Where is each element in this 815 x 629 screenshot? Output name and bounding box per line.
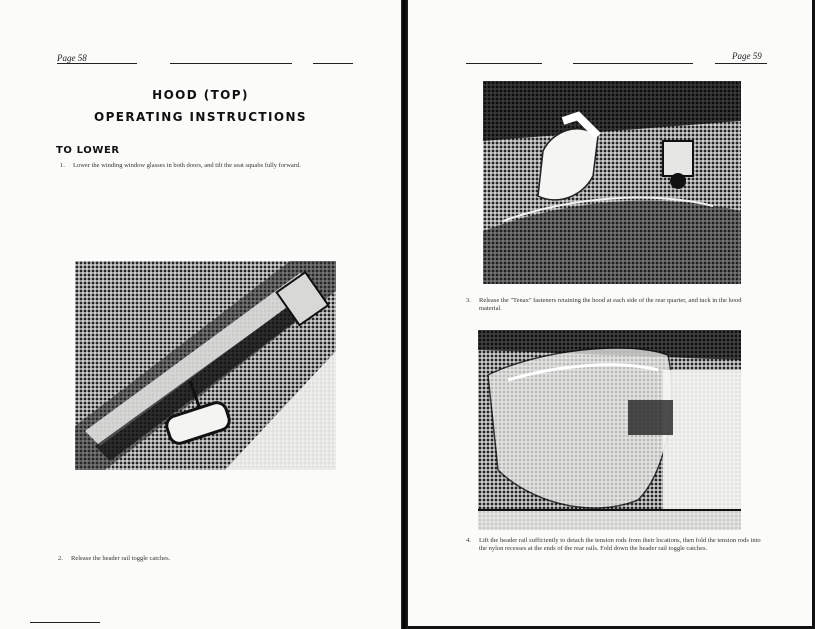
- page-title: HOOD (TOP): [152, 88, 249, 102]
- page-number-right: Page 59: [732, 51, 762, 61]
- header-rule: [313, 63, 353, 64]
- step-number: 2.: [58, 555, 63, 562]
- step-text: Release the "Tenax" fasteners retaining the hood at each side of the rear quarter, and tuck in the hood material.: [479, 297, 742, 312]
- instruction-step: [466, 537, 766, 553]
- page-number-left: Page 58: [57, 53, 87, 63]
- step-text: Lower the winding window glasses in both doors, and tilt the seat squabs fully forward.: [73, 162, 301, 169]
- step-text: Lift the header rail sufficiently to detach the tension rods from their locations, then fold the tension rods into the nylon recesses at the ends of the rear rails. Fold down the header rail toggle catches.: [479, 537, 761, 552]
- folded-hood-photo-icon: [478, 330, 741, 530]
- header-rule: [573, 63, 693, 64]
- instruction-step: [60, 162, 360, 170]
- page-subtitle: OPERATING INSTRUCTIONS: [94, 110, 307, 124]
- header-rule: [57, 63, 137, 64]
- header-rail-photo-icon: [75, 261, 336, 470]
- header-rule: [466, 63, 542, 64]
- instruction-step: [58, 555, 258, 563]
- step-number: 3.: [466, 297, 471, 304]
- folded-hood-photo-art: [478, 330, 741, 530]
- instruction-step: [466, 297, 766, 313]
- step-number: 1.: [60, 162, 65, 169]
- tenax-fastener-photo-icon: [483, 81, 741, 284]
- step-number: 4.: [466, 537, 471, 544]
- header-rule: [715, 63, 767, 64]
- section-heading: TO LOWER: [56, 145, 120, 156]
- header-rule: [170, 63, 292, 64]
- tenax-fastener-photo-art: [483, 81, 741, 284]
- bottom-rule: [30, 622, 100, 623]
- book-gutter: [401, 0, 408, 629]
- header-rail-photo-art: [75, 261, 336, 470]
- step-text: Release the header rail toggle catches.: [71, 555, 171, 562]
